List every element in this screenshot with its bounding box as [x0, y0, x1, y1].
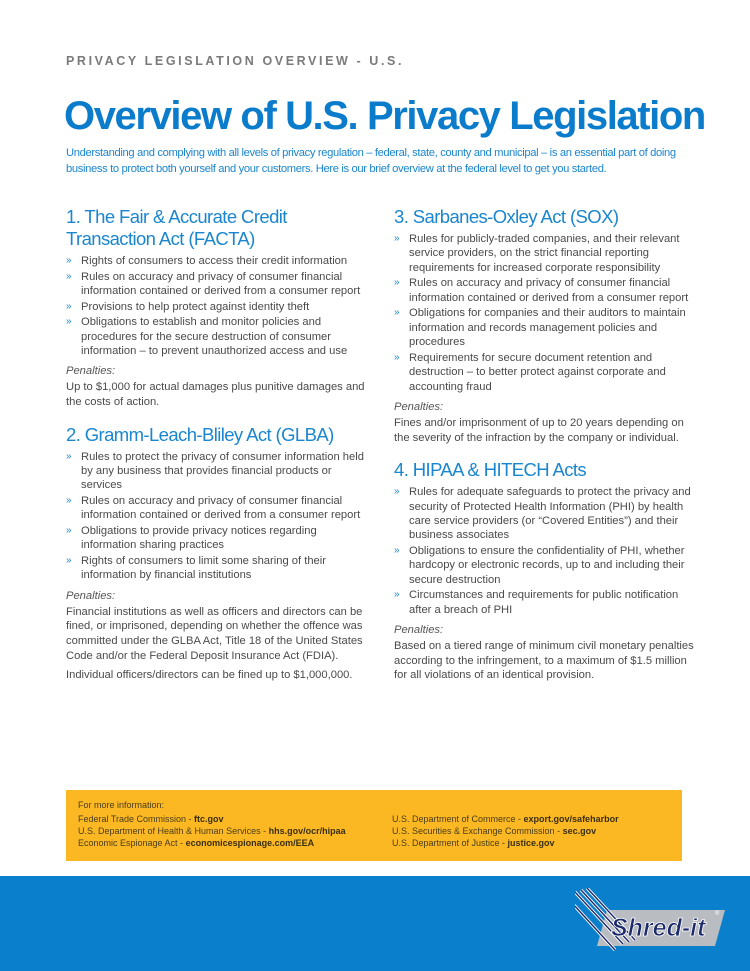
more-info-box	[66, 790, 682, 861]
penalties-text: Individual officers/directors can be fined up to $1,000,000.	[66, 669, 353, 682]
bullet-text: Obligations to ensure the confidentiality of PHI, whether hardcopy or electronic records, up to and including their secure destruction	[409, 545, 685, 586]
bullet-item	[394, 351, 694, 394]
bullet-text: Rules for publicly-traded companies, and their relevant service providers, on the strict financial reporting requirements for increased corporate responsibility	[409, 233, 680, 274]
bullet-item	[66, 270, 366, 299]
bullet-item	[66, 450, 366, 493]
section-title: 1. The Fair & Accurate Credit Transaction Act (FACTA)	[66, 206, 287, 249]
section-facta	[66, 206, 366, 410]
bullet-text: Rights of consumers to access their credit information	[81, 255, 348, 267]
section-glba	[66, 424, 366, 683]
bullet-text: Rules on accuracy and privacy of consumer financial information contained or derived from a consumer report	[81, 495, 361, 522]
bullet-list	[394, 485, 694, 617]
bullet-text: Rules for adequate safeguards to protect the privacy and security of Protected Health Information (PHI) by health care service providers (or “Covered Entities”) and their business associates	[409, 486, 691, 542]
bullet-item	[394, 544, 694, 587]
info-line	[78, 837, 346, 849]
penalties-text: Fines and/or imprisonment of up to 20 years depending on the severity of the infraction by the company or individual.	[394, 417, 684, 444]
penalties-label: Penalties:	[394, 401, 444, 414]
info-line	[78, 813, 346, 825]
bullet-item	[394, 306, 694, 349]
bullet-chevron-icon: »	[394, 486, 400, 498]
section-title: 4. HIPAA & HITECH Acts	[394, 459, 587, 481]
penalties-label: Penalties:	[394, 624, 444, 637]
info-link[interactable]: economicespionage.com/EEA	[185, 838, 315, 849]
info-line	[78, 825, 346, 837]
bullet-list	[394, 232, 694, 394]
bullet-list	[66, 450, 366, 583]
bullet-item	[394, 588, 694, 617]
info-link[interactable]: justice.gov	[507, 838, 555, 849]
shred-it-logo	[575, 888, 725, 954]
bullet-text: Rules on accuracy and privacy of consumer financial information contained or derived from a consumer report	[409, 277, 689, 304]
bullet-text: Provisions to help protect against identity theft	[81, 300, 310, 313]
penalties-text: Financial institutions as well as officers and directors can be fined, or imprisoned, depending on whether the offence was committed under the GLBA Act, Title 18 of the United States Code and/or the Federal Deposit Insurance Act (FDIA).	[66, 605, 363, 662]
info-line	[392, 813, 619, 825]
logo-wordmark: Shred-it	[611, 914, 706, 942]
info-org: U.S. Department of Health & Human Services -	[78, 826, 269, 837]
info-org: Economic Espionage Act -	[78, 838, 186, 849]
penalties-text: Based on a tiered range of minimum civil monetary penalties according to the infringement, to a maximum of $1.5 million for all violations of an identical provision.	[394, 640, 694, 682]
bullet-chevron-icon: »	[394, 545, 400, 557]
bullet-chevron-icon: »	[66, 300, 72, 312]
bullet-text: Rights of consumers to limit some sharing of their information by financial institutions	[81, 555, 326, 582]
left-column	[66, 206, 366, 697]
bullet-item	[66, 300, 366, 314]
penalties-text: Up to $1,000 for actual damages plus punitive damages and the costs of action.	[66, 381, 365, 408]
bullet-item	[66, 554, 366, 583]
bullet-item	[66, 494, 366, 523]
bullet-chevron-icon: »	[66, 255, 72, 266]
info-line	[392, 825, 619, 837]
bullet-item	[394, 232, 694, 275]
bullet-text: Requirements for secure document retention and destruction – to better protect against corporate and accounting fraud	[409, 351, 666, 393]
more-info-heading: For more information:	[78, 800, 165, 810]
page-title: Overview of U.S. Privacy Legislation	[64, 94, 705, 138]
info-link[interactable]: ftc.gov	[194, 814, 224, 824]
bullet-text: Circumstances and requirements for public notification after a breach of PHI	[409, 589, 679, 616]
info-line	[392, 837, 619, 849]
bullet-chevron-icon: »	[394, 233, 400, 244]
page-kicker: PRIVACY LEGISLATION OVERVIEW - U.S.	[66, 54, 405, 68]
bullet-chevron-icon: »	[66, 270, 72, 282]
penalties-label: Penalties:	[66, 589, 116, 602]
bullet-item	[394, 485, 694, 543]
bullet-item	[66, 254, 366, 268]
bullet-text: Obligations for companies and their auditors to maintain information and records management policies and procedures	[409, 307, 686, 349]
logo-registered-mark: ®	[715, 911, 720, 917]
bullet-chevron-icon: »	[66, 316, 72, 328]
info-link[interactable]: hhs.gov/ocr/hipaa	[268, 826, 346, 837]
bullet-chevron-icon: »	[394, 589, 400, 601]
bullet-list	[66, 254, 366, 358]
info-org: U.S. Department of Commerce -	[392, 814, 524, 824]
info-org: Federal Trade Commission -	[78, 814, 195, 824]
bullet-item	[66, 315, 366, 358]
bullet-text: Obligations to establish and monitor policies and procedures for the secure destruction of consumer information – to prevent unauthorized access and use	[81, 316, 348, 357]
bullet-item	[66, 524, 366, 553]
info-org: U.S. Department of Justice -	[392, 838, 508, 849]
bullet-chevron-icon: »	[394, 277, 400, 289]
bullet-chevron-icon: »	[394, 351, 400, 363]
section-sox	[394, 206, 694, 445]
bullet-chevron-icon: »	[66, 495, 72, 506]
section-title: 3. Sarbanes-Oxley Act (SOX)	[394, 206, 619, 227]
bullet-chevron-icon: »	[394, 307, 400, 319]
more-info-right-list	[392, 813, 619, 850]
bullet-text: Rules on accuracy and privacy of consumer financial information contained or derived from a consumer report	[81, 270, 361, 297]
bullet-chevron-icon: »	[66, 450, 72, 462]
bullet-chevron-icon: »	[66, 525, 72, 536]
info-org: U.S. Securities & Exchange Commission -	[392, 826, 563, 837]
intro-paragraph: Understanding and complying with all levels of privacy regulation – federal, state, county and municipal – is an essential part of doing business to protect both yourself and your customers. Here is our brief overview at the federal level to get you started.	[66, 147, 676, 175]
bullet-text: Rules to protect the privacy of consumer information held by any business that provides financial products or services	[81, 450, 364, 492]
bullet-item	[394, 276, 694, 305]
penalties-label: Penalties:	[66, 365, 116, 378]
bullet-text: Obligations to provide privacy notices regarding information sharing practices	[81, 525, 317, 552]
more-info-left-list	[78, 813, 346, 850]
right-column	[394, 206, 694, 697]
shred-it-logo-graphic	[575, 888, 725, 954]
info-link[interactable]: export.gov/safeharbor	[523, 814, 619, 824]
info-link[interactable]: sec.gov	[562, 826, 597, 837]
section-title: 2. Gramm-Leach-Bliley Act (GLBA)	[66, 423, 334, 445]
bullet-chevron-icon: »	[66, 555, 72, 566]
section-hipaa	[394, 459, 694, 683]
